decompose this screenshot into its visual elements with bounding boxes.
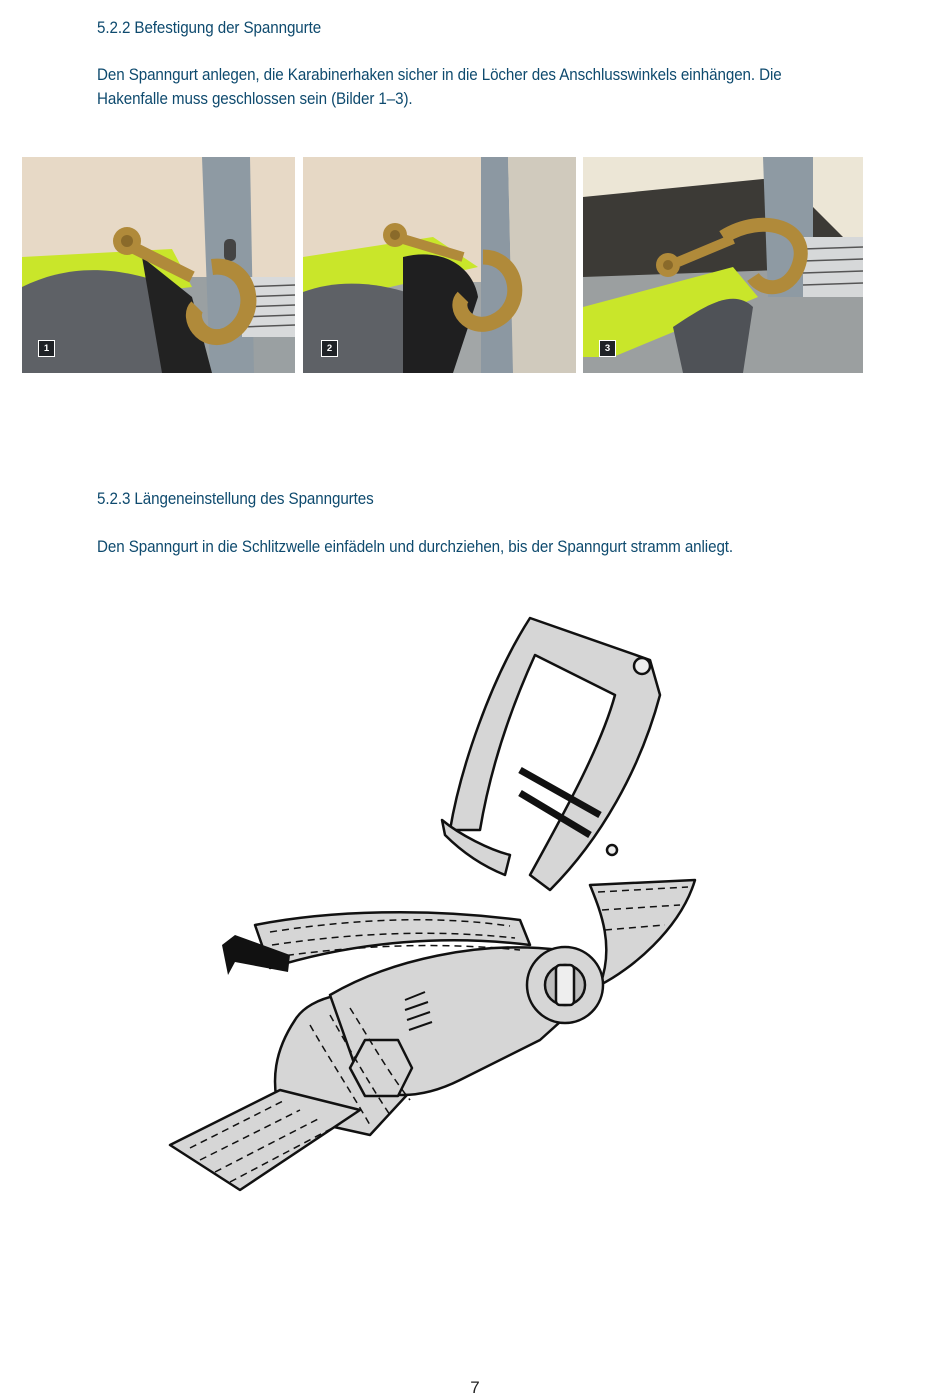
photo-3-badge: 3: [599, 340, 616, 357]
section-paragraph-fastening: Den Spanngurt anlegen, die Karabinerhaken sicher in die Löcher des Anschlusswinkels einhängen. Die Hakenfalle muss geschlossen sein (Bilder 1–3).: [97, 66, 782, 108]
photo-2-hook-attach: [303, 157, 576, 373]
ratchet-strap-illustration: [160, 600, 720, 1200]
section-heading-fastening: 5.2.2 Befestigung der Spanngurte: [97, 19, 322, 37]
photo-1-badge: 1: [38, 340, 55, 357]
photo-1-hook-attach: [22, 157, 295, 373]
section-heading-length-adjust: 5.2.3 Längeneinstellung des Spanngurtes: [97, 490, 374, 508]
photo-2-badge: 2: [321, 340, 338, 357]
page-number: 7: [470, 1378, 480, 1397]
section-paragraph-length-adjust: Den Spanngurt in die Schlitzwelle einfädeln und durchziehen, bis der Spanngurt stramm anliegt.: [97, 538, 734, 556]
photo-3-hook-attach: [583, 157, 863, 373]
